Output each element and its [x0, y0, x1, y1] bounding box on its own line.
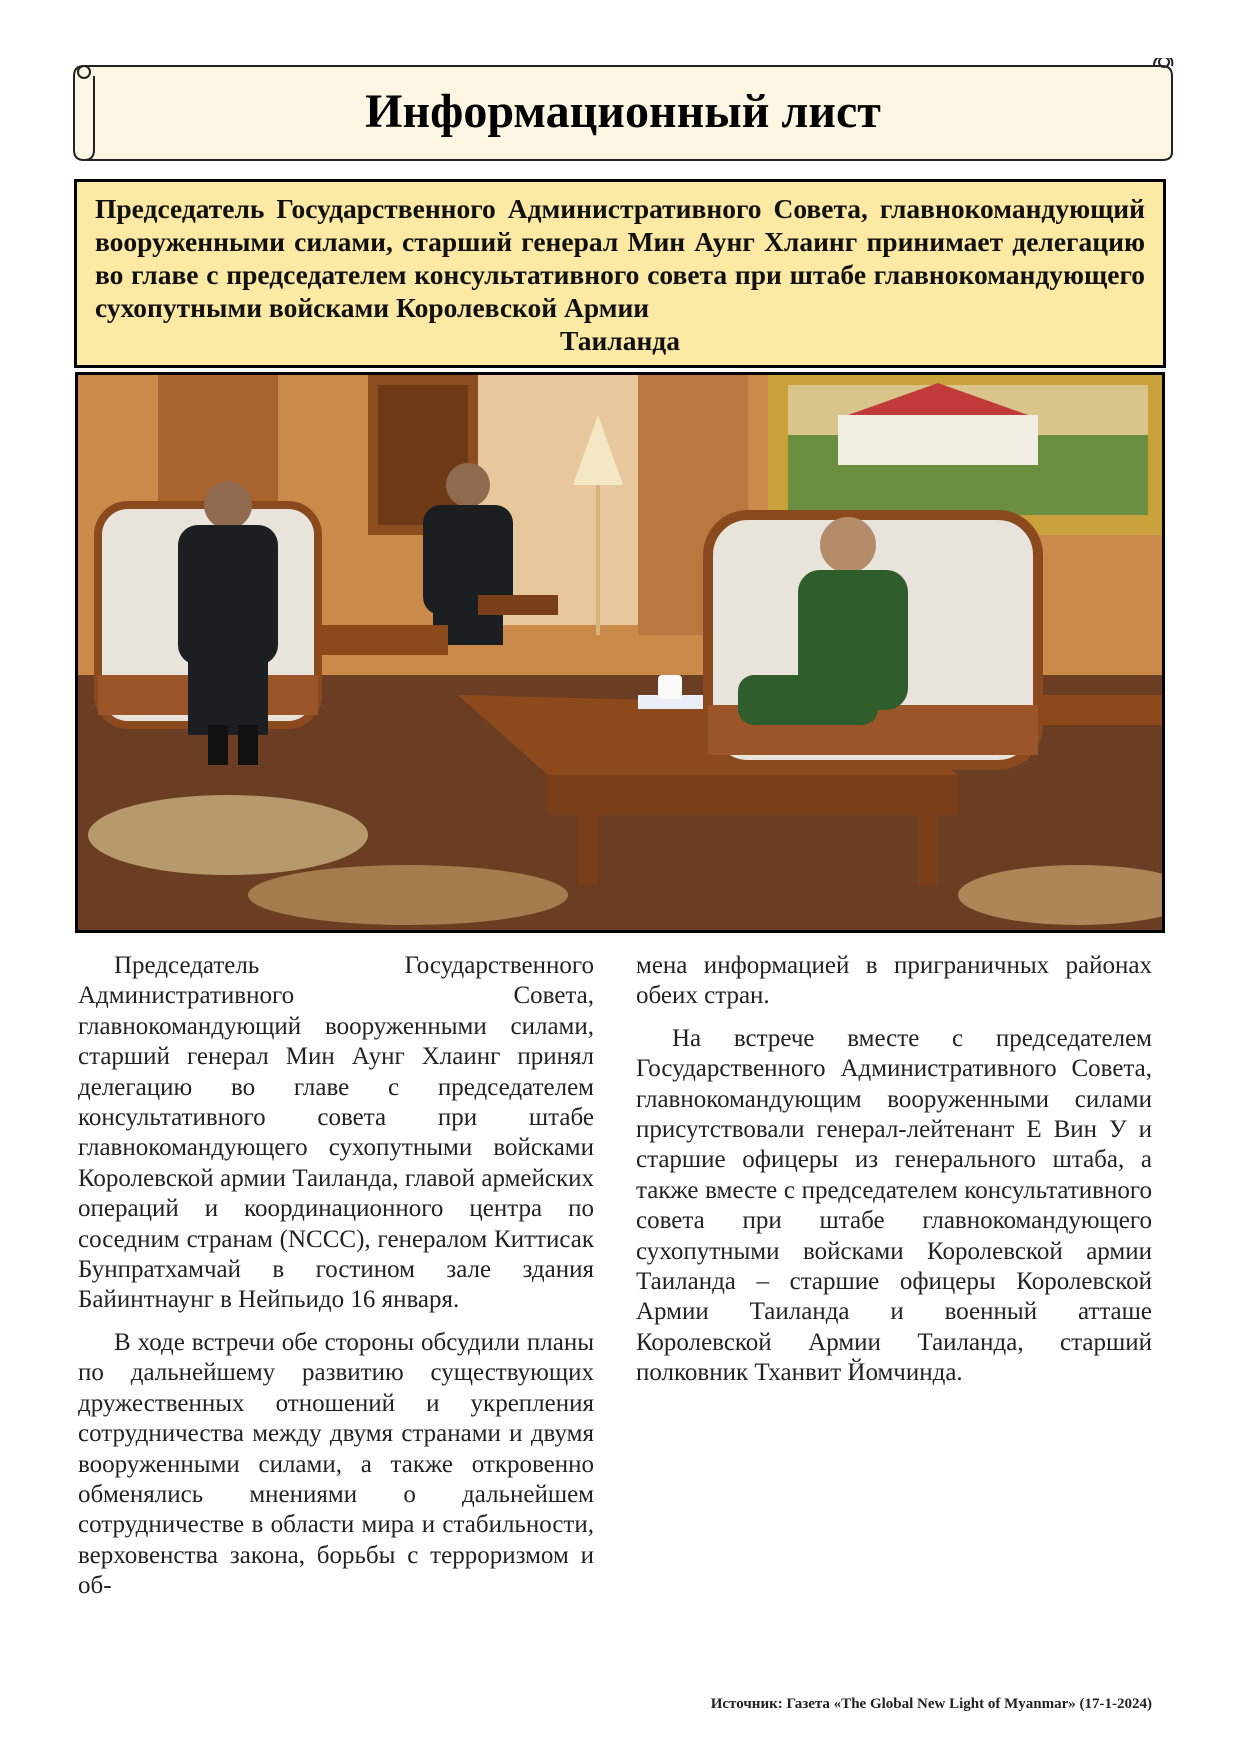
article-paragraph-1: Председатель Государственного Административного Совета, главнокомандующий вооруженными силами, старший генерал Мин Аунг Хлаинг принял делегацию во главе с председателем консультативного совета при штабе главнокомандующего сухопутными войсками Королевской армии Таиланда, главой армейских операций и координационного центра по соседним странам (NCCC), генералом Киттисак Бунпратхамчай в гостином зале здания Байинтнаунг в Нейпьидо 16 января.: [78, 952, 594, 1314]
article-paragraph-2: В ходе встречи обе стороны обсудили планы по дальнейшему развитию существующих дружественных отношений и укрепления сотрудничества между двумя странами и двумя вооруженными силами, а также откровенно обменялись мнениями о дальнейшем сотрудничестве в области мира и стабильности, верховенства закона, борьбы с терроризмом и об-: [78, 1328, 594, 1600]
meeting-photo-illustration: [78, 375, 1162, 930]
headline-text-last-line: Таиланда: [560, 325, 680, 356]
article-paragraph-2-continued: мена информацией в приграничных районах обеих стран.: [636, 952, 1152, 1010]
title-banner: [72, 58, 1174, 162]
source-citation: Источник: Газета «The Global New Light of Myanmar» (17-1-2024): [710, 1696, 1152, 1712]
meeting-photo: [75, 372, 1165, 933]
article-paragraph-3: На встрече вместе с председателем Государственного Административного Совета, главнокомандующим вооруженными силами присутствовали генерал-лейтенант Е Вин У и старшие офицеры из генерального штаба, а также вместе с председателем консультативного совета при штабе главнокомандующего сухопутными войсками Королевской армии Таиланда – старшие офицеры Королевской Армии Таиланда и военный атташе Королевской Армии Таиланда, старший полковник Тханвит Йомчинда.: [636, 1024, 1152, 1387]
page-title: Информационный лист: [365, 84, 881, 138]
headline-text: Председатель Государственного Административного Совета, главнокомандующий вооруженными силами, старший генерал Мин Аунг Хлаинг принимает делегацию во главе с председателем консультативного совета при штабе главнокомандующего сухопутными войсками Королевской Армии: [95, 193, 1145, 323]
article-column-right: [636, 951, 1152, 1401]
headline-box: [74, 179, 1166, 368]
article-column-left: [78, 951, 594, 1614]
